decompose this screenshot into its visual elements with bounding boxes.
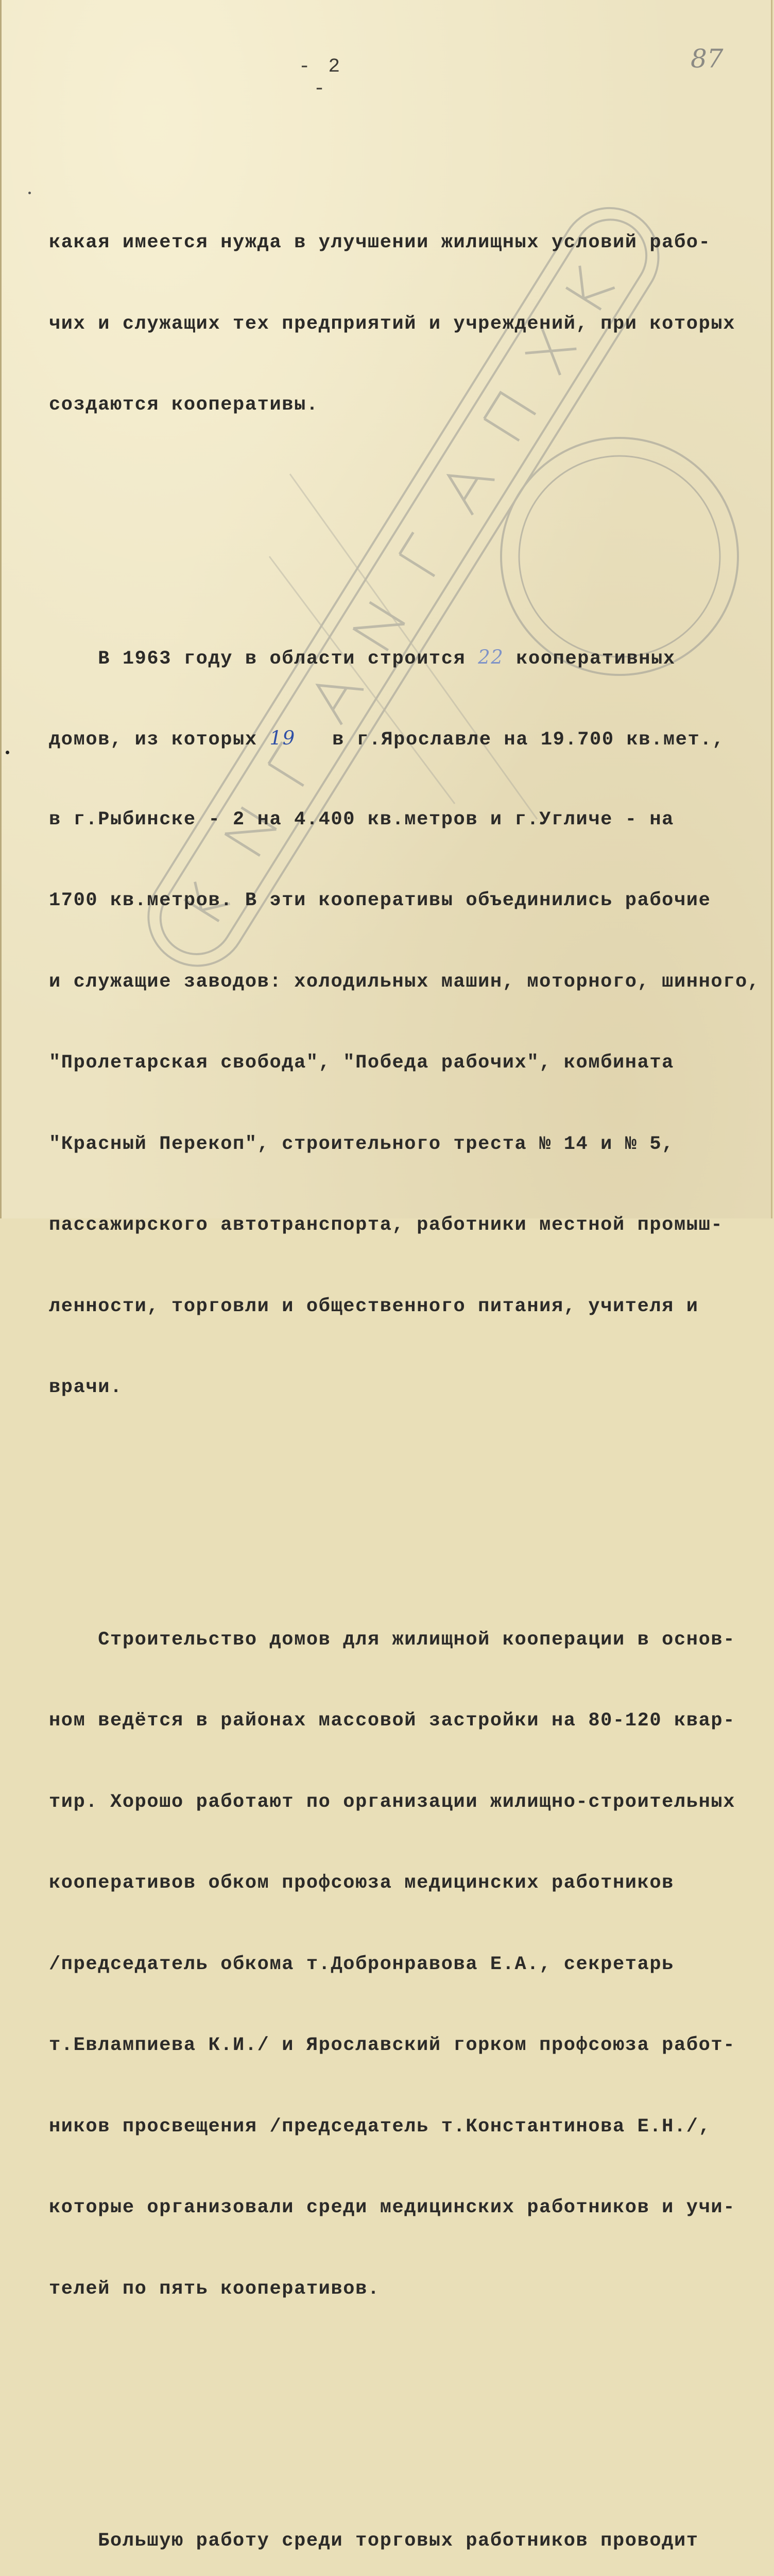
text-line: тир. Хорошо работают по организации жилищно-строительных <box>49 1791 736 1813</box>
text-line: чих и служащих тех предприятий и учреждений, при которых <box>49 313 736 335</box>
text-line: 1700 кв.метров. В эти кооперативы объединились рабочие <box>49 890 711 911</box>
text-line: ном ведётся в районах массовой застройки на 80-120 квар- <box>49 1710 736 1732</box>
text-line: Большую работу среди торговых работников проводит <box>49 2530 699 2552</box>
text-line: врачи. <box>49 1377 123 1398</box>
paragraph <box>49 1572 760 2357</box>
text-line: телей по пять кооперативов. <box>49 2278 380 2300</box>
archive-sheet-number: 87 <box>691 44 724 74</box>
text-line: Строительство домов для жилищной кооперации в основ- <box>49 1629 736 1651</box>
text-line: "Пролетарская свобода", "Победа рабочих", комбината <box>49 1052 674 1074</box>
text-line: создаются кооперативы. <box>49 394 319 416</box>
ink-speck <box>28 192 31 194</box>
text-line: ленности, торговли и общественного питания, учителя и <box>49 1295 699 1317</box>
paragraph <box>49 590 760 1455</box>
text-line: и служащие заводов: холодильных машин, моторного, шинного, <box>49 971 760 993</box>
text-line: "Красный Перекоп", строительного треста № 14 и № 5, <box>49 1133 674 1155</box>
text-line: пассажирского автотранспорта, работники местной промыш- <box>49 1214 724 1236</box>
text-line-with-handwritten-number: В 1963 году в области строится 22 кооперативных <box>49 646 676 670</box>
handwritten-number: 22 <box>478 646 504 668</box>
ink-speck <box>6 751 9 754</box>
text-line: ников просвещения /председатель т.Константинова Е.Н./, <box>49 2115 711 2138</box>
document-body <box>49 121 760 2576</box>
text-line: которые организовали среди медицинских работников и учи- <box>49 2197 736 2218</box>
text-line: кооперативов обком профсоюза медицинских работников <box>49 1872 674 1894</box>
text-line: в г.Рыбинске - 2 на 4.400 кв.метров и г.Угличе - на <box>49 808 674 831</box>
text-line: какая имеется нужда в улучшении жилищных условий рабо- <box>49 232 711 253</box>
handwritten-number: 19 <box>269 727 296 749</box>
text-line: т.Евлампиева К.И./ и Ярославский горком профсоюза работ- <box>49 2035 736 2056</box>
text-line-with-handwritten-number: домов, из которых 19 в г.Ярославле на 19.700 кв.мет., <box>49 727 725 751</box>
paragraph <box>49 175 760 473</box>
text-line: /председатель обкома т.Добронравова Е.А., секретарь <box>49 1953 674 1975</box>
paragraph <box>49 2473 760 2576</box>
page-number: - 2 - <box>298 56 343 100</box>
